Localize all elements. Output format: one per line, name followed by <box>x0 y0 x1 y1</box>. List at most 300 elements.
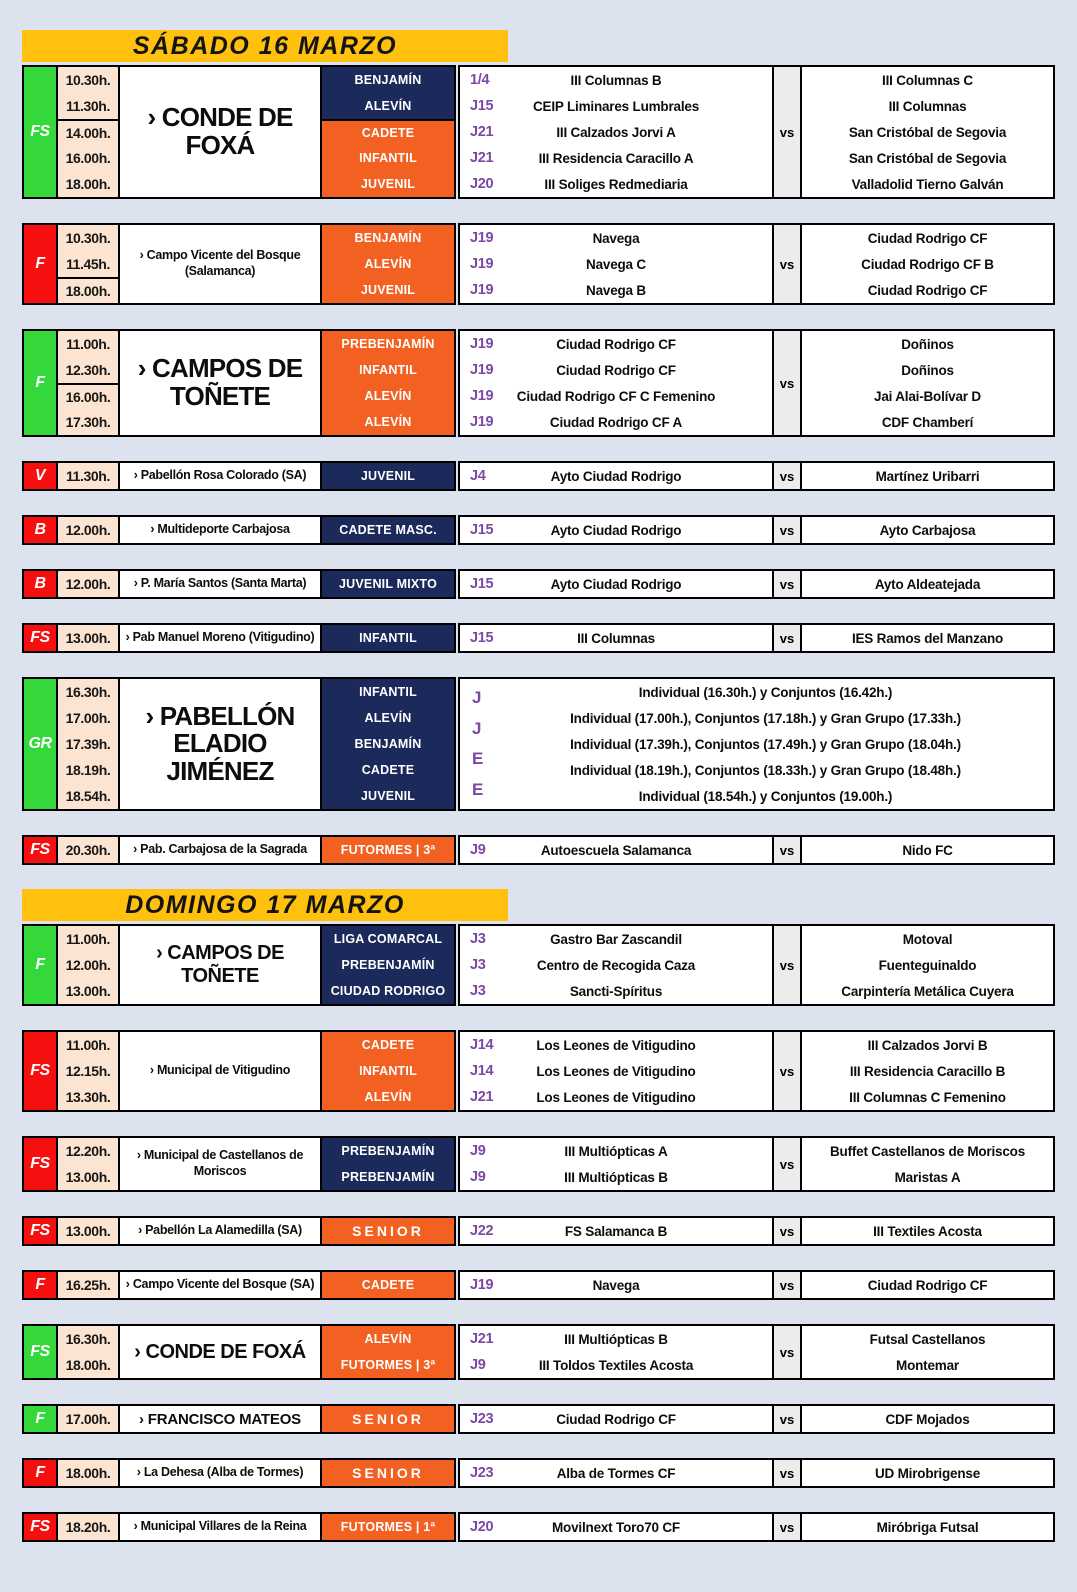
match-time: 11.30h. <box>66 98 110 114</box>
away-team: Montemar <box>896 1357 959 1373</box>
home-panel <box>458 461 774 491</box>
category-badge: ALEVÍN <box>322 383 454 409</box>
category-badge: SENIOR <box>322 1460 454 1486</box>
match-block <box>22 1458 1055 1488</box>
home-team: III Multiópticas B <box>564 1169 668 1185</box>
match-row <box>802 171 1053 197</box>
match-time: 20.30h. <box>65 842 111 858</box>
venue-name: › CONDE DE FOXÁ <box>120 1324 322 1380</box>
category-column <box>322 1030 456 1112</box>
category-badge: PREBENJAMÍN <box>322 952 454 978</box>
time-column <box>58 329 120 437</box>
match-row <box>802 67 1053 93</box>
category-badge: JUVENIL <box>322 171 454 197</box>
away-team: Doñinos <box>901 336 954 352</box>
vs-label: vs <box>772 1136 802 1192</box>
home-team: Los Leones de Vitigudino <box>536 1037 696 1053</box>
match-block <box>22 1136 1055 1192</box>
match-row <box>460 1272 772 1298</box>
away-team: Ayto Aldeatejada <box>874 576 981 592</box>
category-badge: PREBENJAMÍN <box>322 1164 454 1190</box>
match-row <box>460 837 772 863</box>
away-team: III Residencia Caracillo B <box>849 1063 1006 1079</box>
match-row <box>460 571 772 597</box>
match-row <box>802 1352 1053 1378</box>
away-panel <box>800 1324 1055 1380</box>
match-time: 18.19h. <box>65 762 111 778</box>
match-time: 13.00h. <box>65 630 111 646</box>
category-column <box>322 1324 456 1380</box>
vs-label: vs <box>772 515 802 545</box>
time-column <box>58 1512 120 1542</box>
match-time: 16.00h. <box>58 383 118 409</box>
home-team: CEIP Liminares Lumbrales <box>532 98 699 114</box>
match-time: 18.00h. <box>65 1357 111 1373</box>
venue-name: › CAMPOS DE TOÑETE <box>120 924 322 1006</box>
category-badge: ALEVÍN <box>322 1326 454 1352</box>
match-row <box>802 837 1053 863</box>
match-row <box>802 119 1053 145</box>
jornada-label: J9 <box>470 1143 486 1159</box>
away-team: Miróbriga Futsal <box>876 1519 979 1535</box>
away-panel <box>800 329 1055 437</box>
away-team: Carpintería Metálica Cuyera <box>841 983 1014 999</box>
sport-badge: FS <box>22 1324 58 1380</box>
home-team: Centro de Recogida Caza <box>536 957 696 973</box>
category-column <box>322 1512 456 1542</box>
match-row <box>802 1514 1053 1540</box>
day-title-banner: DOMINGO 17 MARZO <box>22 889 508 921</box>
vs-label: vs <box>772 569 802 599</box>
match-block <box>22 623 1055 653</box>
match-time: 16.25h. <box>65 1277 111 1293</box>
away-team: Doñinos <box>901 362 954 378</box>
home-team: Los Leones de Vitigudino <box>536 1089 696 1105</box>
home-panel <box>458 1512 774 1542</box>
category-column <box>322 1404 456 1434</box>
category-badge: INFANTIL <box>322 145 454 171</box>
away-team: III Columnas <box>888 98 967 114</box>
venue-name: › Pabellón La Alamedilla (SA) <box>120 1216 322 1246</box>
time-column <box>58 65 120 199</box>
category-badge: CADETE <box>322 1272 454 1298</box>
match-block <box>22 569 1055 599</box>
match-row <box>802 952 1053 978</box>
away-panel <box>800 223 1055 305</box>
match-row <box>802 978 1053 1004</box>
match-time: 16.00h. <box>65 150 111 166</box>
match-time: 11.00h. <box>66 931 110 947</box>
category-badge: FUTORMES | 1ª <box>322 1514 454 1540</box>
match-row <box>460 1058 772 1084</box>
match-time: 18.54h. <box>65 788 111 804</box>
category-column <box>322 623 456 653</box>
home-panel <box>458 623 774 653</box>
time-column <box>58 924 120 1006</box>
venue-name: › Pab. Carbajosa de la Sagrada <box>120 835 322 865</box>
vs-label: vs <box>772 223 802 305</box>
match-row <box>802 145 1053 171</box>
venue-name: › CONDE DE FOXÁ <box>120 65 322 199</box>
match-time: 18.00h. <box>65 176 111 192</box>
match-row <box>460 1352 772 1378</box>
match-row <box>802 251 1053 277</box>
jornada-label: J4 <box>470 468 486 484</box>
away-panel <box>800 623 1055 653</box>
match-row <box>460 1326 772 1352</box>
jornada-label: 1/4 <box>470 72 490 88</box>
home-team: III Calzados Jorvi A <box>556 124 676 140</box>
jornada-label: J19 <box>470 414 494 430</box>
sport-badge: F <box>22 1458 58 1488</box>
match-row <box>802 625 1053 651</box>
match-row <box>460 1164 772 1190</box>
category-badge: CADETE <box>322 1032 454 1058</box>
match-time: 12.20h. <box>65 1143 111 1159</box>
home-panel <box>458 329 774 437</box>
home-team: Ayto Ciudad Rodrigo <box>550 576 682 592</box>
jornada-label: J19 <box>470 256 494 272</box>
away-team: Fuenteguinaldo <box>878 957 977 973</box>
match-time: 12.15h. <box>65 1063 111 1079</box>
jornada-label: J15 <box>470 630 494 646</box>
time-column <box>58 835 120 865</box>
match-block <box>22 65 1055 199</box>
jornada-label: J19 <box>470 230 494 246</box>
match-row <box>802 331 1053 357</box>
category-badge: FUTORMES | 3ª <box>322 1352 454 1378</box>
match-row <box>802 1138 1053 1164</box>
jornada-label: J9 <box>470 842 486 858</box>
category-badge: ALEVÍN <box>322 251 454 277</box>
away-panel <box>800 1458 1055 1488</box>
vs-label: vs <box>772 1324 802 1380</box>
sport-badge: FS <box>22 1136 58 1192</box>
match-row <box>460 1460 772 1486</box>
event-detail: Individual (16.30h.) y Conjuntos (16.42h.) <box>638 684 893 700</box>
jjee-letter: E <box>472 779 484 799</box>
away-team: Ayto Carbajosa <box>879 522 976 538</box>
match-row <box>802 926 1053 952</box>
match-row <box>460 1138 772 1164</box>
away-panel <box>800 1512 1055 1542</box>
vs-label: vs <box>772 835 802 865</box>
home-team: Alba de Tormes CF <box>556 1465 676 1481</box>
match-block <box>22 835 1055 865</box>
match-time: 13.00h. <box>65 983 111 999</box>
jornada-label: J19 <box>470 362 494 378</box>
category-column <box>322 569 456 599</box>
home-team: Ciudad Rodrigo CF <box>556 336 676 352</box>
match-row <box>802 1406 1053 1432</box>
jornada-label: J21 <box>470 1331 494 1347</box>
jornada-label: J3 <box>470 957 486 973</box>
vs-label: vs <box>772 65 802 199</box>
category-badge: INFANTIL <box>322 1058 454 1084</box>
match-block <box>22 223 1055 305</box>
home-team: Navega <box>592 1277 640 1293</box>
match-time: 18.00h. <box>58 277 118 303</box>
away-team: IES Ramos del Manzano <box>851 630 1004 646</box>
time-column <box>58 223 120 305</box>
jjee-letter: E <box>472 749 484 769</box>
sport-badge: FS <box>22 623 58 653</box>
home-team: III Soliges Redmediaria <box>544 176 688 192</box>
home-team: III Columnas B <box>570 72 662 88</box>
match-row <box>802 1218 1053 1244</box>
category-badge: INFANTIL <box>322 679 454 705</box>
time-column <box>58 1458 120 1488</box>
home-panel <box>458 1458 774 1488</box>
category-column <box>322 924 456 1006</box>
match-time: 13.00h. <box>65 1169 111 1185</box>
venue-name: › FRANCISCO MATEOS <box>120 1404 322 1434</box>
home-team: FS Salamanca B <box>564 1223 668 1239</box>
sport-badge: F <box>22 1270 58 1300</box>
category-badge: FUTORMES | 3ª <box>322 837 454 863</box>
category-badge: ALEVÍN <box>322 93 454 119</box>
category-badge: CADETE <box>322 119 454 145</box>
match-row <box>802 277 1053 303</box>
jornada-label: J23 <box>470 1465 494 1481</box>
jornada-label: J14 <box>470 1063 494 1079</box>
jornada-label: J15 <box>470 576 494 592</box>
venue-name: › PABELLÓN ELADIO JIMÉNEZ <box>120 677 322 811</box>
match-row <box>460 119 772 145</box>
away-team: CDF Chamberí <box>881 414 974 430</box>
match-time: 12.00h. <box>65 522 111 538</box>
category-badge: ALEVÍN <box>322 705 454 731</box>
home-team: III Columnas <box>577 630 655 646</box>
away-team: Futsal Castellanos <box>869 1331 986 1347</box>
time-column <box>58 461 120 491</box>
vs-label: vs <box>772 1458 802 1488</box>
time-column <box>58 1216 120 1246</box>
jornada-label: J19 <box>470 282 494 298</box>
match-row <box>460 277 772 303</box>
home-team: Ciudad Rodrigo CF <box>556 1411 676 1427</box>
jornada-label: J21 <box>470 1089 494 1105</box>
jornada-label: J20 <box>470 1519 494 1535</box>
match-row <box>802 93 1053 119</box>
jornada-label: J19 <box>470 388 494 404</box>
away-team: III Textiles Acosta <box>873 1223 982 1239</box>
away-team: III Columnas C Femenino <box>849 1089 1006 1105</box>
jornada-label: J9 <box>470 1357 486 1373</box>
match-row <box>460 625 772 651</box>
away-team: Jai Alai-Bolívar D <box>874 388 981 404</box>
jornada-label: J15 <box>470 98 494 114</box>
match-row <box>802 1032 1053 1058</box>
jornada-label: J21 <box>470 124 494 140</box>
match-block <box>22 1216 1055 1246</box>
away-panel <box>800 461 1055 491</box>
away-team: Ciudad Rodrigo CF <box>867 230 988 246</box>
sport-badge: FS <box>22 65 58 199</box>
category-badge: SENIOR <box>322 1218 454 1244</box>
match-row <box>460 1218 772 1244</box>
away-team: Ciudad Rodrigo CF <box>867 1277 988 1293</box>
jjee-letter-column <box>460 679 512 809</box>
match-row <box>460 383 772 409</box>
time-column <box>58 677 120 811</box>
vs-label: vs <box>772 1030 802 1112</box>
vs-label: vs <box>772 1270 802 1300</box>
home-team: Ciudad Rodrigo CF <box>556 362 676 378</box>
match-block <box>22 329 1055 437</box>
match-time: 11.00h. <box>66 336 110 352</box>
home-team: Ayto Ciudad Rodrigo <box>550 522 682 538</box>
time-column <box>58 569 120 599</box>
event-detail: Individual (17.00h.), Conjuntos (17.18h.) y Gran Grupo (17.33h.) <box>570 710 961 726</box>
match-row <box>802 571 1053 597</box>
match-block <box>22 461 1055 491</box>
time-column <box>58 1030 120 1112</box>
venue-name: › Municipal de Vitigudino <box>120 1030 322 1112</box>
category-column <box>322 515 456 545</box>
match-row <box>802 357 1053 383</box>
match-row <box>460 409 772 435</box>
jornada-label: J19 <box>470 1277 494 1293</box>
vs-label: vs <box>772 924 802 1006</box>
time-column <box>58 1404 120 1434</box>
match-row <box>460 952 772 978</box>
match-block <box>22 1404 1055 1434</box>
match-time: 16.30h. <box>65 1331 111 1347</box>
sport-badge: F <box>22 329 58 437</box>
away-team: Ciudad Rodrigo CF B <box>861 256 994 272</box>
away-team: Motoval <box>902 931 953 947</box>
sport-badge: F <box>22 924 58 1006</box>
vs-label: vs <box>772 461 802 491</box>
home-panel <box>458 1404 774 1434</box>
home-team: Ciudad Rodrigo CF A <box>549 414 683 430</box>
jornada-label: J3 <box>470 983 486 999</box>
sport-badge: FS <box>22 1216 58 1246</box>
match-row <box>460 171 772 197</box>
match-row <box>460 225 772 251</box>
match-row <box>802 1164 1053 1190</box>
away-panel <box>800 1216 1055 1246</box>
vs-label: vs <box>772 623 802 653</box>
match-block <box>22 1324 1055 1380</box>
match-row <box>460 926 772 952</box>
category-column <box>322 677 456 811</box>
away-team: CDF Mojados <box>885 1411 970 1427</box>
match-time: 17.00h. <box>65 710 111 726</box>
venue-name: › La Dehesa (Alba de Tormes) <box>120 1458 322 1488</box>
venue-name: › Municipal de Castellanos de Moriscos <box>120 1136 322 1192</box>
sport-badge: B <box>22 515 58 545</box>
away-team: Ciudad Rodrigo CF <box>867 282 988 298</box>
category-column <box>322 461 456 491</box>
category-badge: JUVENIL <box>322 463 454 489</box>
time-column <box>58 1324 120 1380</box>
match-block <box>22 515 1055 545</box>
match-row <box>460 251 772 277</box>
away-panel <box>800 924 1055 1006</box>
venue-name: › P. María Santos (Santa Marta) <box>120 569 322 599</box>
match-row <box>460 145 772 171</box>
away-panel <box>800 569 1055 599</box>
match-time: 11.45h. <box>66 256 110 272</box>
match-row <box>460 1084 772 1110</box>
match-time: 11.00h. <box>66 1037 110 1053</box>
match-time: 16.30h. <box>65 684 111 700</box>
match-time: 18.00h. <box>65 1465 111 1481</box>
match-row <box>802 463 1053 489</box>
away-panel <box>800 515 1055 545</box>
home-team: Movilnext Toro70 CF <box>552 1519 680 1535</box>
home-team: III Multiópticas A <box>564 1143 668 1159</box>
home-team: Sancti-Spíritus <box>569 983 663 999</box>
match-time: 10.30h. <box>65 230 111 246</box>
category-column <box>322 1270 456 1300</box>
away-panel <box>800 1404 1055 1434</box>
category-badge: JUVENIL <box>322 783 454 809</box>
away-team: UD Mirobrigense <box>874 1465 980 1481</box>
event-detail: Individual (17.39h.), Conjuntos (17.49h.) y Gran Grupo (18.04h.) <box>570 736 961 752</box>
home-panel <box>458 835 774 865</box>
home-team: Navega <box>592 230 640 246</box>
time-column <box>58 1136 120 1192</box>
sport-badge: FS <box>22 1030 58 1112</box>
vs-label: vs <box>772 1512 802 1542</box>
jornada-label: J3 <box>470 931 486 947</box>
away-team: Valladolid Tierno Galván <box>851 176 1004 192</box>
away-panel <box>800 1270 1055 1300</box>
home-team: Ayto Ciudad Rodrigo <box>550 468 682 484</box>
time-column <box>58 515 120 545</box>
jjee-letter: J <box>472 688 482 708</box>
category-column <box>322 1136 456 1192</box>
match-row <box>460 517 772 543</box>
home-team: Autoescuela Salamanca <box>540 842 692 858</box>
away-team: Nido FC <box>902 842 953 858</box>
match-block <box>22 677 1055 811</box>
day-title-banner: SÁBADO 16 MARZO <box>22 30 508 62</box>
match-row <box>802 1084 1053 1110</box>
vs-label: vs <box>772 1216 802 1246</box>
venue-name: › Multideporte Carbajosa <box>120 515 322 545</box>
category-badge: BENJAMÍN <box>322 67 454 93</box>
events-panel <box>458 677 1055 811</box>
match-row <box>802 409 1053 435</box>
home-team: Los Leones de Vitigudino <box>536 1063 696 1079</box>
venue-name: › CAMPOS DE TOÑETE <box>120 329 322 437</box>
match-row <box>460 331 772 357</box>
match-time: 10.30h. <box>65 72 111 88</box>
jornada-label: J21 <box>470 150 494 166</box>
category-column <box>322 1458 456 1488</box>
match-row <box>460 1514 772 1540</box>
category-badge: LIGA COMARCAL <box>322 926 454 952</box>
home-team: III Multiópticas B <box>564 1331 668 1347</box>
sport-badge: F <box>22 1404 58 1434</box>
category-badge: ALEVÍN <box>322 1084 454 1110</box>
jornada-label: J22 <box>470 1223 494 1239</box>
match-time: 17.39h. <box>65 736 111 752</box>
match-row <box>460 1406 772 1432</box>
event-rows <box>512 679 1053 809</box>
jornada-label: J14 <box>470 1037 494 1053</box>
venue-name: › Pab Manuel Moreno (Vitigudino) <box>120 623 322 653</box>
away-team: III Columnas C <box>882 72 973 88</box>
match-row <box>802 383 1053 409</box>
category-column <box>322 835 456 865</box>
away-team: San Cristóbal de Segovia <box>848 150 1007 166</box>
category-badge: BENJAMÍN <box>322 731 454 757</box>
